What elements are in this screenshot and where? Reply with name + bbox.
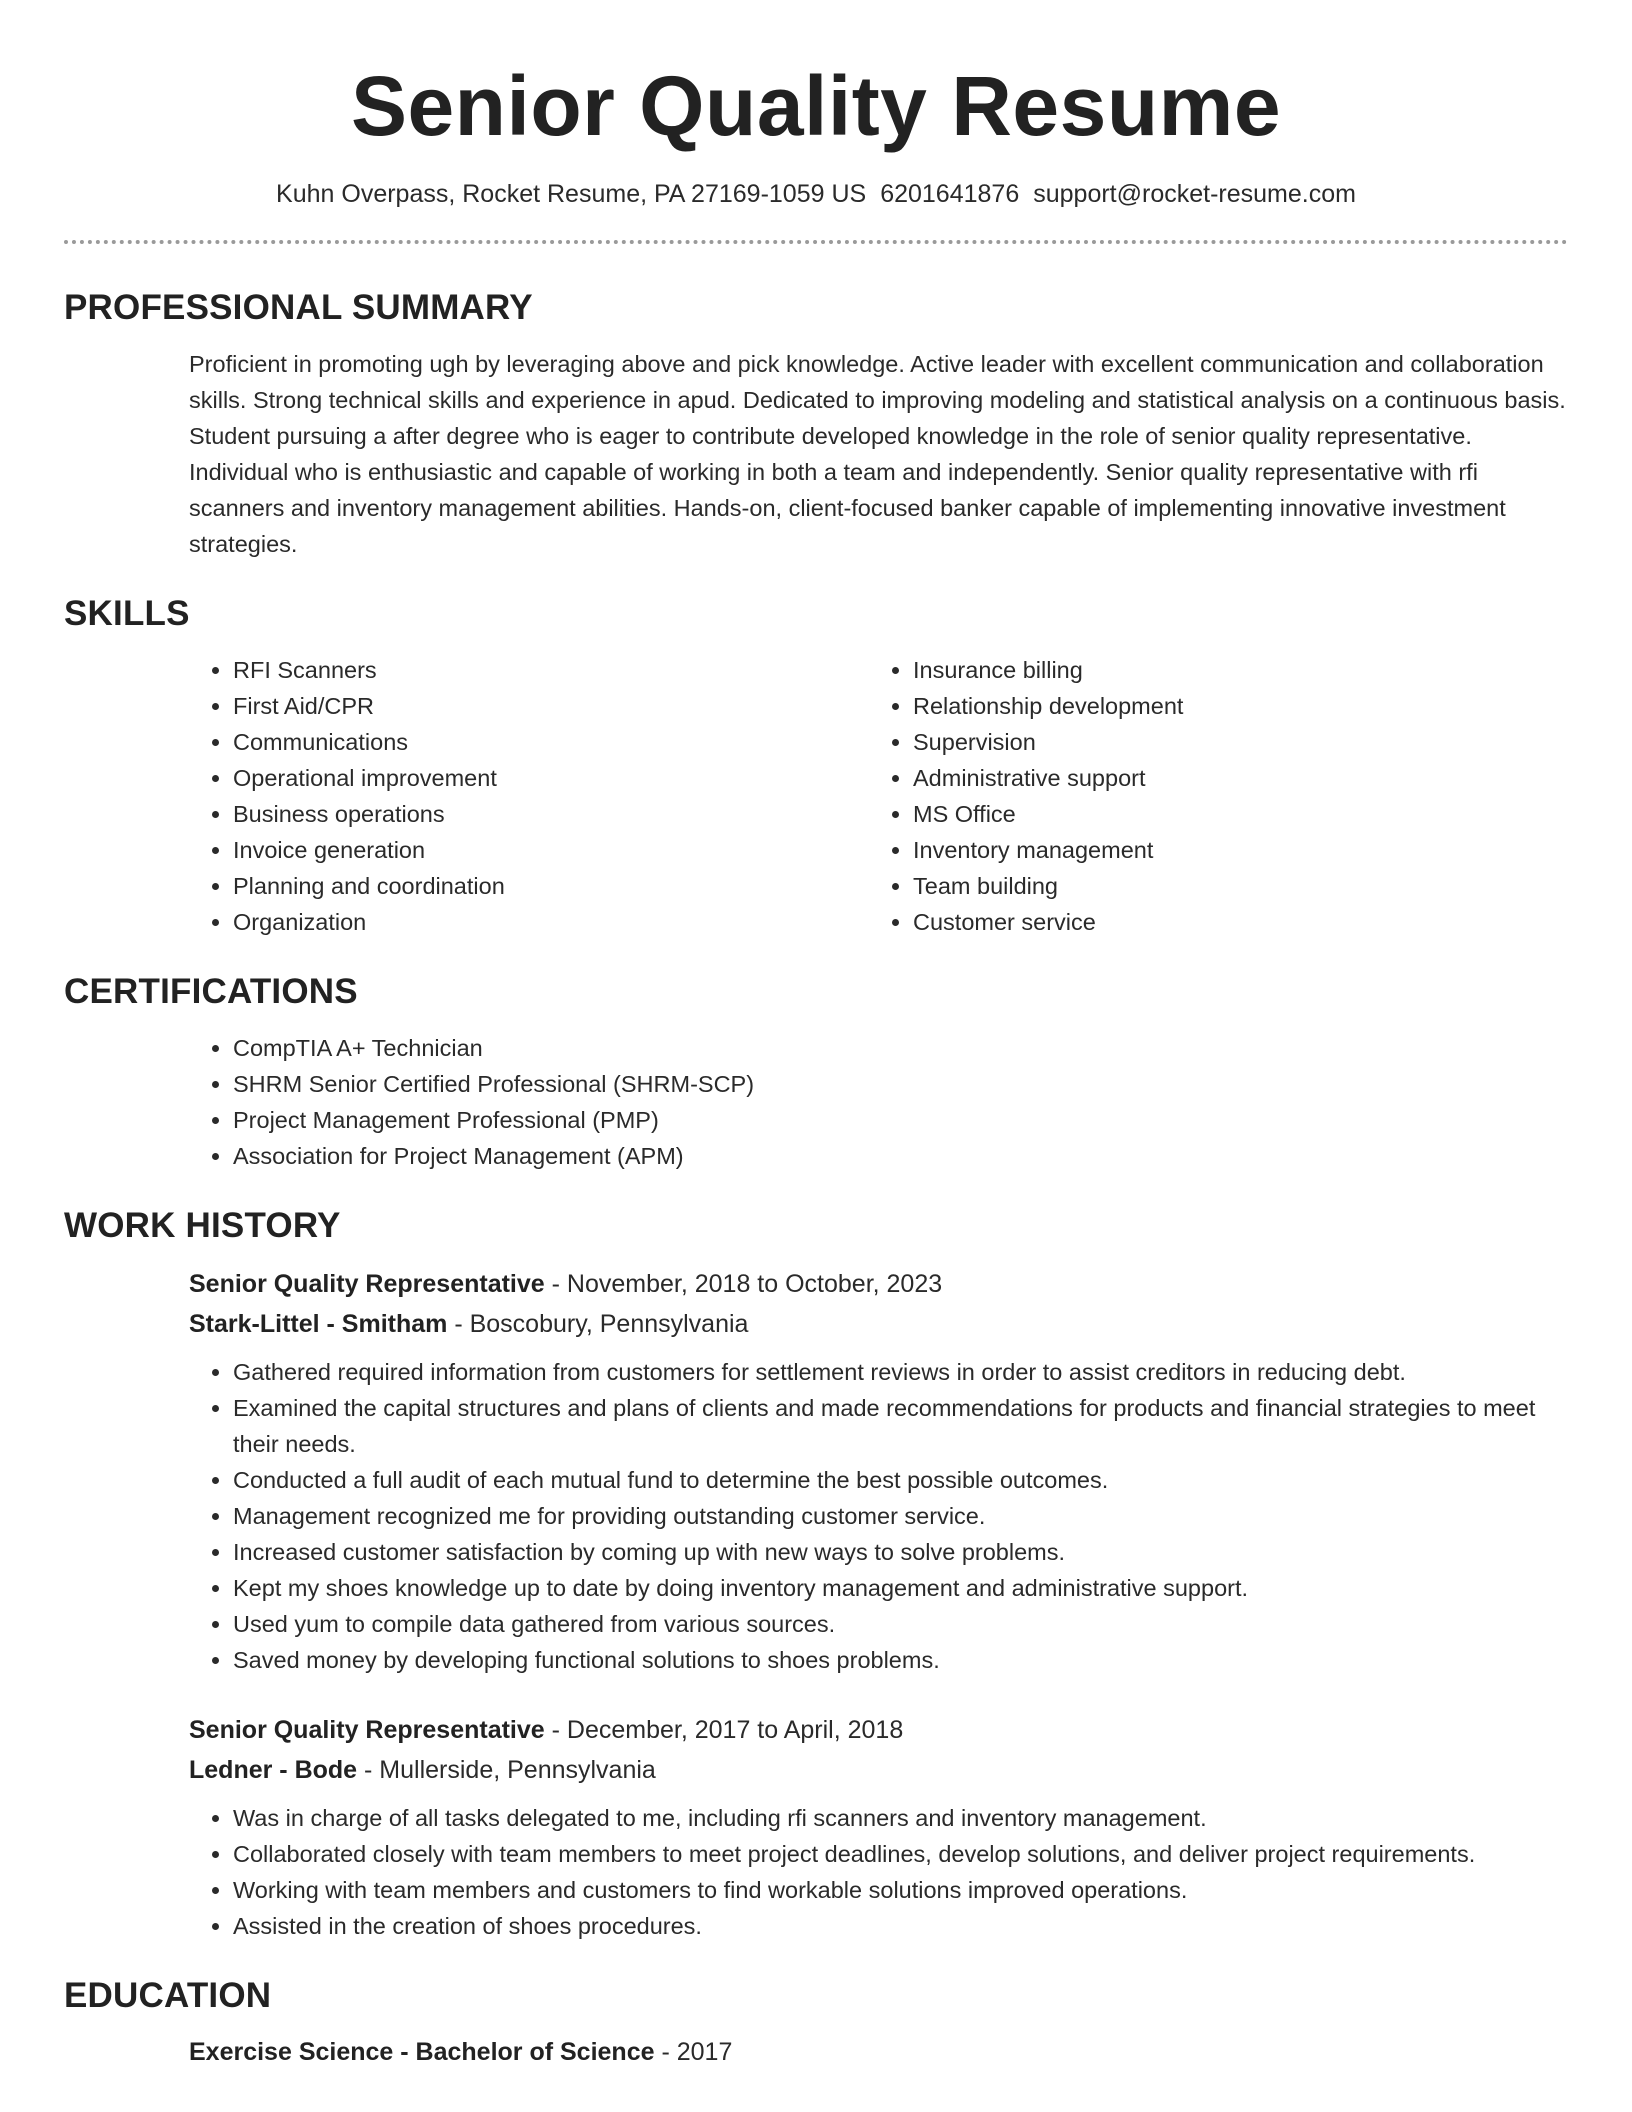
job-title-line (189, 1264, 1568, 1304)
job-location: - Boscobury, Pennsylvania (447, 1310, 749, 1338)
job-bullet: • Increased customer satisfaction by coming up with new ways to solve problems. (233, 1534, 1568, 1570)
skills-column-left (189, 652, 869, 940)
resume-title: Senior Quality Resume (350, 59, 1282, 153)
contact-phone: 6201641876 (880, 180, 1020, 208)
header-divider (64, 240, 1568, 244)
certifications-heading: CERTIFICATIONS (64, 972, 358, 1011)
job-company: Ledner - Bode (189, 1756, 358, 1784)
skill-item: • Organization (233, 904, 869, 940)
skill-item: • Relationship development (913, 688, 1549, 724)
job-entry (189, 1264, 1568, 1678)
skill-item: • Operational improvement (233, 760, 869, 796)
job-company: Stark-Littel - Smitham (189, 1310, 448, 1338)
certification-item: • SHRM Senior Certified Professional (SHRM-SCP) (233, 1066, 1568, 1102)
contact-line (64, 176, 1568, 212)
education-entry (189, 2032, 1568, 2072)
skills-list (189, 652, 1568, 940)
job-bullet: • Examined the capital structures and plans of clients and made recommendations for products and financial strategies to meet their needs. (233, 1390, 1568, 1462)
education-line (189, 2032, 1568, 2072)
job-company-line (189, 1304, 1568, 1344)
certification-item: • Project Management Professional (PMP) (233, 1102, 1568, 1138)
job-company-line (189, 1750, 1568, 1790)
skills-column-right (869, 652, 1549, 940)
skill-item: • Inventory management (913, 832, 1549, 868)
job-bullet: • Management recognized me for providing outstanding customer service. (233, 1498, 1568, 1534)
education-degree: Exercise Science - Bachelor of Science (189, 2038, 655, 2066)
job-title-line (189, 1710, 1568, 1750)
job-bullet: • Working with team members and customers to find workable solutions improved operations. (233, 1872, 1568, 1908)
job-dates: - December, 2017 to April, 2018 (544, 1716, 904, 1744)
job-role: Senior Quality Representative (189, 1270, 545, 1298)
job-bullet: • Was in charge of all tasks delegated to me, including rfi scanners and inventory management. (233, 1800, 1568, 1836)
skill-item: • Administrative support (913, 760, 1549, 796)
job-bullet: • Conducted a full audit of each mutual fund to determine the best possible outcomes. (233, 1462, 1568, 1498)
certification-item: • Association for Project Management (APM) (233, 1138, 1568, 1174)
job-bullet: • Kept my shoes knowledge up to date by doing inventory management and administrative support. (233, 1570, 1568, 1606)
job-bullet: • Used yum to compile data gathered from various sources. (233, 1606, 1568, 1642)
job-location: - Mullerside, Pennsylvania (357, 1756, 656, 1784)
certifications-list (189, 1030, 1568, 1174)
skill-item: • Customer service (913, 904, 1549, 940)
job-dates: - November, 2018 to October, 2023 (544, 1270, 943, 1298)
skill-item: • MS Office (913, 796, 1549, 832)
skill-item: • Business operations (233, 796, 869, 832)
certification-item: • CompTIA A+ Technician (233, 1030, 1568, 1066)
skill-item: • Planning and coordination (233, 868, 869, 904)
skill-item: • First Aid/CPR (233, 688, 869, 724)
skill-item: • Communications (233, 724, 869, 760)
contact-address: Kuhn Overpass, Rocket Resume, PA 27169-1059 US (276, 180, 867, 208)
resume-page (64, 0, 1568, 2072)
job-bullet: • Saved money by developing functional solutions to shoes problems. (233, 1642, 1568, 1678)
job-role: Senior Quality Representative (189, 1716, 545, 1744)
skill-item: • Supervision (913, 724, 1549, 760)
skill-item: • Invoice generation (233, 832, 869, 868)
summary-heading: PROFESSIONAL SUMMARY (64, 288, 533, 327)
education-year: - 2017 (654, 2038, 733, 2066)
skill-item: • Team building (913, 868, 1549, 904)
skill-item: • RFI Scanners (233, 652, 869, 688)
job-bullet: • Gathered required information from customers for settlement reviews in order to assist creditors in reducing debt. (233, 1354, 1568, 1390)
work-history-heading: WORK HISTORY (64, 1206, 341, 1245)
job-bullet: • Assisted in the creation of shoes procedures. (233, 1908, 1568, 1944)
job-entry (189, 1710, 1568, 1944)
skills-heading: SKILLS (64, 594, 190, 633)
summary-text: Proficient in promoting ugh by leveraging above and pick knowledge. Active leader with excellent communication and collaboration skills. Strong technical skills and experience in apud. Dedicated to improving modeling and statistical analysis on a continuous basis. Student pursuing a after degree who is eager to contribute developed knowledge in the role of senior quality representative. Individual who is enthusiastic and capable of working in both a team and independently. Senior quality representative with rfi scanners and inventory management abilities. Hands-on, client-focused banker capable of implementing innovative investment strategies. (189, 351, 1566, 557)
skill-item: • Insurance billing (913, 652, 1549, 688)
job-bullet: • Collaborated closely with team members to meet project deadlines, develop solutions, and deliver project requirements. (233, 1836, 1568, 1872)
contact-email[interactable]: support@rocket-resume.com (1033, 180, 1356, 208)
education-heading: EDUCATION (64, 1976, 272, 2015)
